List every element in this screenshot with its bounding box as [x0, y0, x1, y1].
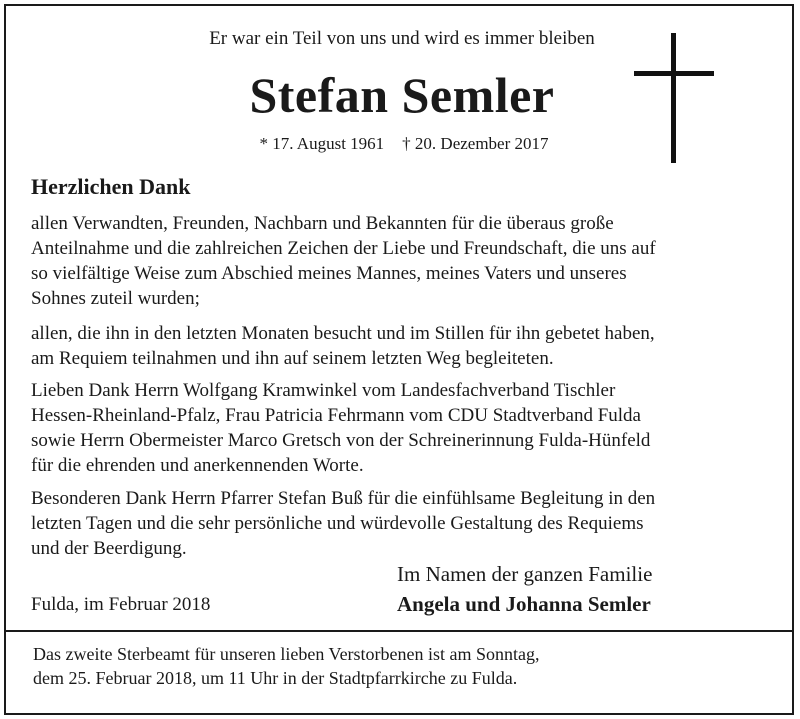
birth-date: * 17. August 1961 [259, 134, 385, 153]
footer-divider [4, 630, 794, 632]
thanks-heading: Herzlichen Dank [31, 174, 191, 199]
latin-cross-icon [634, 33, 714, 163]
motto-line: Er war ein Teil von uns und wird es immer bleiben [209, 28, 595, 49]
signature-names: Angela und Johanna Semler [397, 592, 651, 616]
place-date: Fulda, im Februar 2018 [31, 594, 211, 615]
thanks-paragraph-2: allen, die ihn in den letzten Monaten besucht und im Stillen für ihn gebetet haben, am Requiem teilnahmen und ihn auf seinem letzten Weg begleiteten. [31, 323, 655, 369]
deceased-name: Stefan Semler [249, 67, 555, 123]
thanks-paragraph-1: allen Verwandten, Freunden, Nachbarn und Bekannten für die überaus große Anteilnahme und die zahlreichen Zeichen der Liebe und Freundschaft, die uns auf so vielfältige Weise zum Abschied meines Mannes, meines Vaters und unseres Sohnes zuteil wurden; [31, 213, 656, 309]
service-notice: Das zweite Sterbeamt für unseren lieben Verstorbenen ist am Sonntag, dem 25. Februar 2018, um 11 Uhr in der Stadtpfarrkirche zu Fulda. [33, 644, 540, 688]
thanks-paragraph-3: Lieben Dank Herrn Wolfgang Kramwinkel vom Landesfachverband Tischler Hessen-Rheinland-Pfalz, Frau Patricia Fehrmann vom CDU Stadtverband Fulda sowie Herrn Obermeister Marco Gretsch von der Schreinerinnung Fulda-Hünfeld für die ehrenden und anerkennenden Worte. [31, 380, 651, 476]
signature-family-line: Im Namen der ganzen Familie [397, 562, 653, 586]
thanks-paragraph-4: Besonderen Dank Herrn Pfarrer Stefan Buß für die einfühlsame Begleitung in den letzten Tagen und die sehr persönliche und würdevolle Gestaltung des Requiems und der Beerdigung. [31, 488, 656, 559]
death-date: † 20. Dezember 2017 [402, 134, 549, 153]
